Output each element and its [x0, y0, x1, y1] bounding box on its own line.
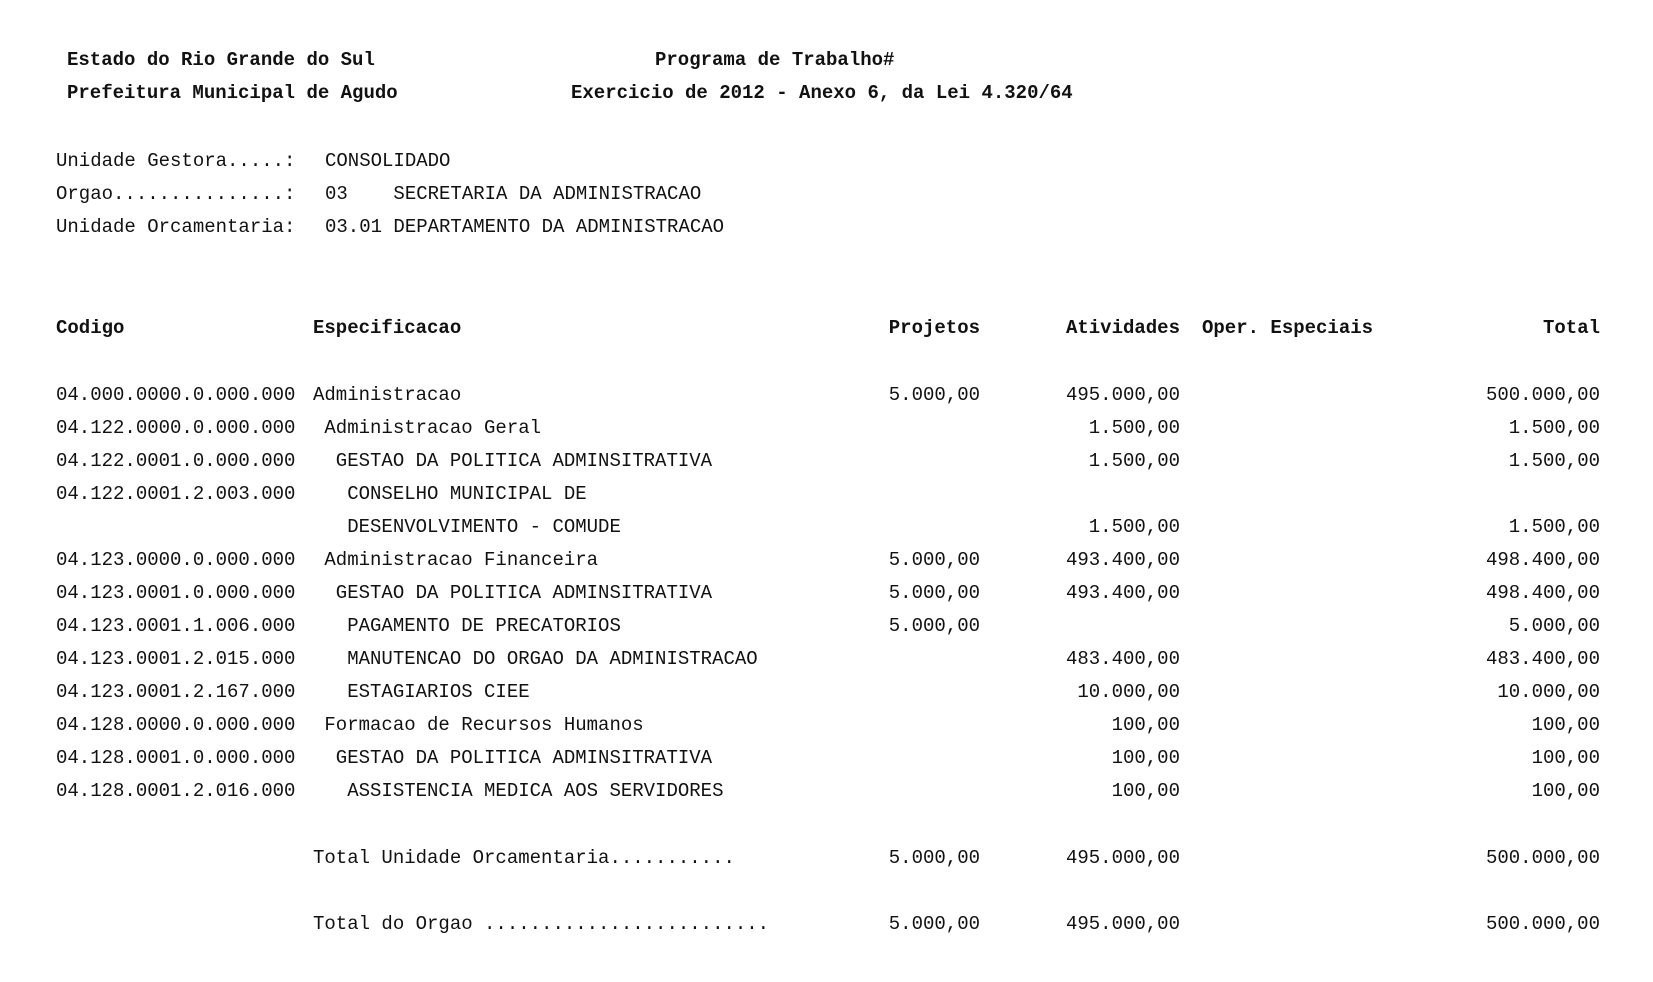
table-row [0, 615, 1653, 648]
row-code: 04.123.0001.0.000.000 [56, 582, 296, 604]
table-row [0, 681, 1653, 714]
row-atividades: 495.000,00 [1065, 384, 1180, 406]
table-row [0, 582, 1653, 615]
row-total: 1.500,00 [1508, 450, 1600, 472]
column-header-especificacao: Especificacao [313, 317, 462, 339]
row-code: 04.128.0001.2.016.000 [56, 780, 296, 802]
total-projetos: 5.000,00 [888, 913, 980, 935]
row-description: GESTAO DA POLITICA ADMINSITRATIVA [313, 747, 713, 769]
row-total: 100,00 [1531, 780, 1600, 802]
row-description: Administracao [313, 384, 462, 406]
info-value-unidade-orcamentaria: 03.01 DEPARTAMENTO DA ADMINISTRACAO [325, 216, 725, 238]
row-atividades: 1.500,00 [1088, 417, 1180, 439]
total-atividades: 495.000,00 [1065, 847, 1180, 869]
report-title: Programa de Trabalho# [655, 49, 895, 71]
column-header-total: Total [1542, 317, 1600, 339]
row-projetos: 5.000,00 [888, 549, 980, 571]
row-code: 04.123.0001.2.167.000 [56, 681, 296, 703]
row-description: MANUTENCAO DO ORGAO DA ADMINISTRACAO [313, 648, 758, 670]
row-code: 04.123.0001.1.006.000 [56, 615, 296, 637]
row-atividades: 100,00 [1111, 780, 1180, 802]
total-atividades: 495.000,00 [1065, 913, 1180, 935]
info-value-unidade-gestora: CONSOLIDADO [325, 150, 451, 172]
row-code: 04.128.0000.0.000.000 [56, 714, 296, 736]
row-description: GESTAO DA POLITICA ADMINSITRATIVA [313, 582, 713, 604]
row-code: 04.123.0000.0.000.000 [56, 549, 296, 571]
row-total: 10.000,00 [1497, 681, 1600, 703]
row-total: 100,00 [1531, 714, 1600, 736]
info-label-unidade-gestora: Unidade Gestora.....: [56, 150, 296, 172]
state-name: Estado do Rio Grande do Sul [67, 49, 375, 71]
row-total: 483.400,00 [1485, 648, 1600, 670]
row-description: ASSISTENCIA MEDICA AOS SERVIDORES [313, 780, 724, 802]
row-description: ESTAGIARIOS CIEE [313, 681, 530, 703]
table-row [0, 450, 1653, 483]
row-atividades: 10.000,00 [1077, 681, 1180, 703]
row-description: PAGAMENTO DE PRECATORIOS [313, 615, 621, 637]
row-atividades: 493.400,00 [1065, 582, 1180, 604]
row-atividades: 1.500,00 [1088, 516, 1180, 538]
row-projetos: 5.000,00 [888, 615, 980, 637]
total-projetos: 5.000,00 [888, 847, 980, 869]
row-atividades: 100,00 [1111, 714, 1180, 736]
row-total: 1.500,00 [1508, 516, 1600, 538]
column-header-atividades: Atividades [1065, 317, 1180, 339]
row-projetos: 5.000,00 [888, 582, 980, 604]
total-row-orgao [0, 913, 1653, 946]
info-value-orgao: 03 SECRETARIA DA ADMINISTRACAO [325, 183, 702, 205]
row-description: CONSELHO MUNICIPAL DE [313, 483, 587, 505]
table-row [0, 780, 1653, 813]
row-code: 04.128.0001.0.000.000 [56, 747, 296, 769]
table-row [0, 516, 1653, 549]
row-total: 100,00 [1531, 747, 1600, 769]
row-atividades: 483.400,00 [1065, 648, 1180, 670]
table-row [0, 417, 1653, 450]
row-code: 04.122.0001.2.003.000 [56, 483, 296, 505]
row-code: 04.000.0000.0.000.000 [56, 384, 296, 406]
row-description: DESENVOLVIMENTO - COMUDE [313, 516, 621, 538]
row-code: 04.122.0000.0.000.000 [56, 417, 296, 439]
row-total: 498.400,00 [1485, 549, 1600, 571]
total-total: 500.000,00 [1485, 847, 1600, 869]
row-total: 1.500,00 [1508, 417, 1600, 439]
row-description: GESTAO DA POLITICA ADMINSITRATIVA [313, 450, 713, 472]
total-label: Total Unidade Orcamentaria........... [313, 847, 735, 869]
row-description: Administracao Geral [313, 417, 542, 439]
report-subtitle: Exercicio de 2012 - Anexo 6, da Lei 4.320/64 [571, 82, 1073, 104]
row-code: 04.123.0001.2.015.000 [56, 648, 296, 670]
info-label-orgao: Orgao...............: [56, 183, 296, 205]
row-description: Formacao de Recursos Humanos [313, 714, 644, 736]
column-header-oper-especiais: Oper. Especiais [1202, 317, 1374, 339]
total-row-unidade-orcamentaria [0, 847, 1653, 880]
row-total: 500.000,00 [1485, 384, 1600, 406]
row-code: 04.122.0001.0.000.000 [56, 450, 296, 472]
info-label-unidade-orcamentaria: Unidade Orcamentaria: [56, 216, 296, 238]
row-description: Administracao Financeira [313, 549, 599, 571]
city-hall-name: Prefeitura Municipal de Agudo [67, 82, 398, 104]
table-row [0, 648, 1653, 681]
table-row [0, 483, 1653, 516]
table-row [0, 714, 1653, 747]
row-projetos: 5.000,00 [888, 384, 980, 406]
row-atividades: 100,00 [1111, 747, 1180, 769]
total-total: 500.000,00 [1485, 913, 1600, 935]
total-label: Total do Orgao ......................... [313, 913, 770, 935]
table-row [0, 747, 1653, 780]
row-total: 5.000,00 [1508, 615, 1600, 637]
table-row [0, 549, 1653, 582]
row-atividades: 1.500,00 [1088, 450, 1180, 472]
row-atividades: 493.400,00 [1065, 549, 1180, 571]
table-row [0, 384, 1653, 417]
row-total: 498.400,00 [1485, 582, 1600, 604]
column-header-codigo: Codigo [56, 317, 125, 339]
column-header-projetos: Projetos [888, 317, 980, 339]
